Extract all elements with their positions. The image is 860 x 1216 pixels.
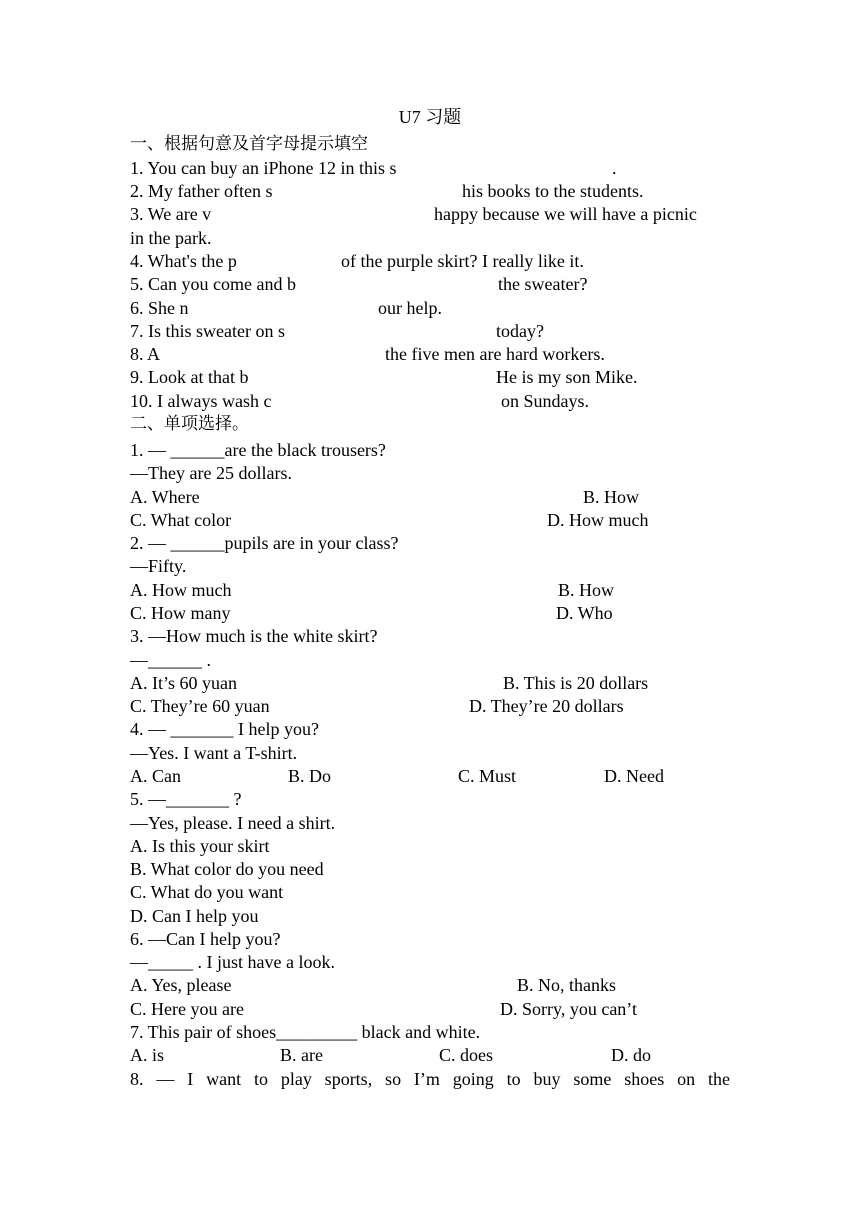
document-title: U7 习题 [398,107,462,127]
q6-reply: —_____ . I just have a look. [130,952,335,972]
fill-item-6-text: 6. She n [130,298,189,318]
q4-option-d: D. Need [604,766,664,786]
q6-option-a: A. Yes, please [130,975,232,995]
q3-option-d: D. They’re 20 dollars [469,696,624,716]
fill-item-10-end: on Sundays. [501,391,590,411]
q2-reply: —Fifty. [130,556,187,576]
fill-item-4 [130,250,730,273]
q5-option-c: C. What do you want [130,882,284,902]
q1-stem: 1. — ______are the black trousers? [130,440,386,460]
q5-reply: —Yes, please. I need a shirt. [130,813,336,833]
q4-option-c: C. Must [458,766,517,786]
q6-options-row1 [130,974,730,997]
fill-item-1-text: 1. You can buy an iPhone 12 in this s [130,158,397,178]
fill-item-8 [130,343,730,366]
q6-option-c: C. Here you are [130,999,244,1019]
fill-item-1-end: . [612,158,617,178]
q3-option-b: B. This is 20 dollars [503,673,649,693]
q1-reply: —They are 25 dollars. [130,463,292,483]
q5-option-a: A. Is this your skirt [130,836,270,856]
q6-option-d: D. Sorry, you can’t [500,999,637,1019]
q1-option-c: C. What color [130,510,232,530]
q4-option-b: B. Do [288,766,332,786]
fill-item-7 [130,320,730,343]
fill-item-5-text: 5. Can you come and b [130,274,296,294]
fill-item-5 [130,273,730,296]
q7-option-c: C. does [439,1045,493,1065]
q1-option-a: A. Where [130,487,200,507]
q4-stem: 4. — _______ I help you? [130,719,319,739]
q2-option-a: A. How much [130,580,232,600]
q2-option-b: B. How [558,580,615,600]
q7-stem: 7. This pair of shoes_________ black and white. [130,1022,481,1042]
q5-stem: 5. —_______ ? [130,789,242,809]
q2-options-row2 [130,602,730,625]
q4-reply: —Yes. I want a T-shirt. [130,743,298,763]
fill-item-8-text: 8. A [130,344,161,364]
q2-option-d: D. Who [556,603,613,623]
q1-options-row1 [130,486,730,509]
fill-item-9-end: He is my son Mike. [496,367,638,387]
q3-options-row1 [130,672,730,695]
fill-item-10-text: 10. I always wash c [130,391,272,411]
fill-item-6-end: our help. [378,298,442,318]
q5-option-d: D. Can I help you [130,906,259,926]
fill-item-7-end: today? [496,321,544,341]
q6-options-row2 [130,998,730,1021]
q2-stem: 2. — ______pupils are in your class? [130,533,399,553]
fill-item-9 [130,366,730,389]
fill-item-3-cont: in the park. [130,228,212,248]
q7-option-d: D. do [611,1045,651,1065]
q1-option-d: D. How much [547,510,649,530]
q1-option-b: B. How [583,487,640,507]
q6-stem: 6. —Can I help you? [130,929,281,949]
fill-item-3-end: happy because we will have a picnic [434,204,697,224]
section1-heading: 一、根据句意及首字母提示填空 [130,134,368,154]
q7-options [130,1044,730,1067]
q3-stem: 3. —How much is the white skirt? [130,626,378,646]
q4-options [130,765,730,788]
q3-reply: —______ . [130,650,211,670]
q3-option-a: A. It’s 60 yuan [130,673,237,693]
q3-options-row2 [130,695,730,718]
fill-item-8-end: the five men are hard workers. [385,344,605,364]
fill-item-7-text: 7. Is this sweater on s [130,321,285,341]
fill-item-2-end: his books to the students. [462,181,644,201]
q2-option-c: C. How many [130,603,231,623]
fill-item-10 [130,390,730,413]
fill-item-5-end: the sweater? [498,274,588,294]
fill-item-3-text: 3. We are v [130,204,212,224]
q5-option-b: B. What color do you need [130,859,324,879]
fill-item-2 [130,180,730,203]
fill-item-3 [130,203,730,226]
section2-heading: 二、单项选择。 [130,414,249,434]
fill-item-1 [130,157,730,180]
q3-option-c: C. They’re 60 yuan [130,696,270,716]
q7-option-b: B. are [280,1045,323,1065]
q6-option-b: B. No, thanks [517,975,616,995]
q1-options-row2 [130,509,730,532]
q7-option-a: A. is [130,1045,165,1065]
fill-item-4-text: 4. What's the p [130,251,237,271]
fill-item-4-end: of the purple skirt? I really like it. [341,251,584,271]
fill-item-9-text: 9. Look at that b [130,367,249,387]
q4-option-a: A. Can [130,766,181,786]
fill-item-6 [130,297,730,320]
q8-stem: 8. — I want to play sports, so I’m going to buy some shoes on the [130,1069,730,1089]
q2-options-row1 [130,579,730,602]
fill-item-2-text: 2. My father often s [130,181,273,201]
